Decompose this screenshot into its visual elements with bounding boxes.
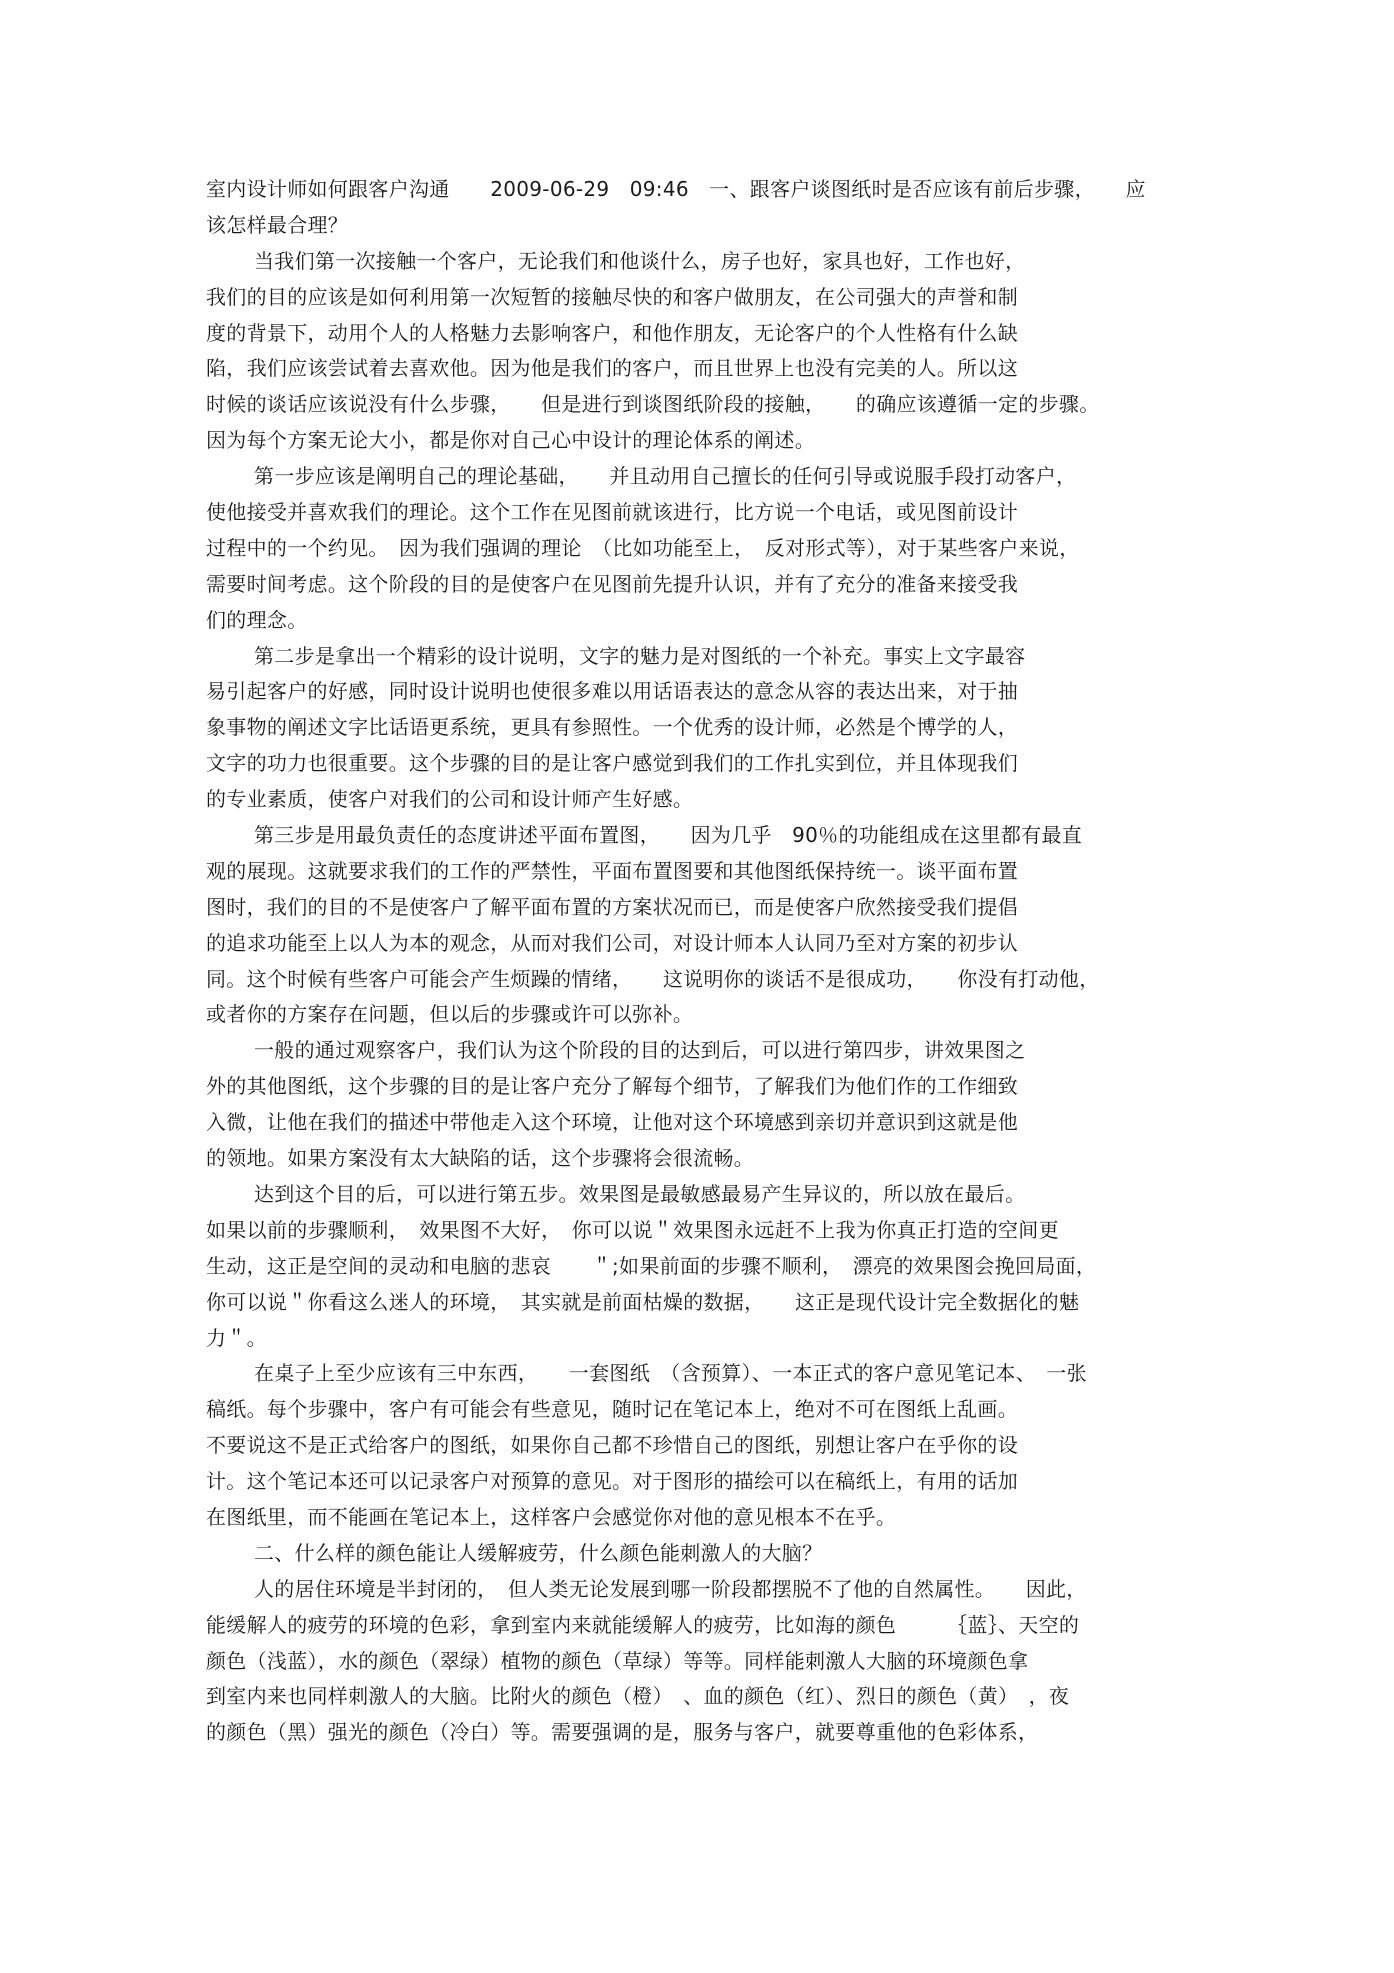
text-line: 使他接受并喜欢我们的理论。这个工作在见图前就该进行，比方说一个电话，或见图前设计 xyxy=(206,500,1018,525)
text-line: 的追求功能至上以人为本的观念，从而对我们公司，对设计师本人认同乃至对方案的初步认 xyxy=(206,930,1018,955)
text-line: 能缓解人的疲劳的环境的色彩，拿到室内来就能缓解人的疲劳，比如海的颜色 ｛蓝｝、天空的 xyxy=(206,1612,1080,1637)
text-line: 稿纸。每个步骤中，客户有可能会有些意见，随时记在笔记本上，绝对不可在图纸上乱画。 xyxy=(206,1397,1018,1422)
text-line: 的领地。如果方案没有太大缺陷的话，这个步骤将会很流畅。 xyxy=(206,1146,755,1171)
document-body xyxy=(206,172,1198,1751)
text-line: 时候的谈话应该说没有什么步骤， 但是进行到谈图纸阶段的接触， 的确应该遵循一定的步骤。 xyxy=(206,392,1100,417)
text-line: 室内设计师如何跟客户沟通 2009-06-29 09:46 一、跟客户谈图纸时是否应该有前后步骤， 应 xyxy=(206,177,1146,201)
text-line: 图时，我们的目的不是使客户了解平面布置的方案状况而已，而是使客户欣然接受我们提倡 xyxy=(206,894,1018,919)
text-line: 象事物的阐述文字比话语更系统，更具有参照性。一个优秀的设计师，必然是个博学的人， xyxy=(206,715,1018,740)
text-line: 的颜色（黑）强光的颜色（冷白）等。需要强调的是，服务与客户，就要尊重他的色彩体系， xyxy=(206,1720,1039,1745)
text-line: 人的居住环境是半封闭的， 但人类无论发展到哪一阶段都摆脱不了他的自然属性。 因此， xyxy=(254,1576,1087,1601)
text-line: 第三步是用最负责任的态度讲述平面布置图， 因为几乎 90％的功能组成在这里都有最直 xyxy=(254,823,1083,848)
text-line: 文字的功力也很重要。这个步骤的目的是让客户感觉到我们的工作扎实到位，并且体现我们 xyxy=(206,751,1018,776)
text-line: 同。这个时候有些客户可能会产生烦躁的情绪， 这说明你的谈话不是很成功， 你没有打动他， xyxy=(206,966,1100,991)
text-line: 度的背景下，动用个人的人格魅力去影响客户，和他作朋友，无论客户的个人性格有什么缺 xyxy=(206,320,1018,345)
text-line: 计。这个笔记本还可以记录客户对预算的意见。对于图形的描绘可以在稿纸上，有用的话加 xyxy=(206,1469,1018,1494)
text-line: 生动，这正是空间的灵动和电脑的悲哀 ＂;如果前面的步骤不顺利， 漂亮的效果图会挽回局面， xyxy=(206,1253,1097,1278)
text-line: 易引起客户的好感，同时设计说明也使很多难以用话语表达的意念从容的表达出来，对于抽 xyxy=(206,679,1018,704)
text-line: 需要时间考虑。这个阶段的目的是使客户在见图前先提升认识，并有了充分的准备来接受我 xyxy=(206,571,1018,596)
text-line: 或者你的方案存在问题，但以后的步骤或许可以弥补。 xyxy=(206,1002,694,1027)
text-line: 过程中的一个约见。 因为我们强调的理论 （比如功能至上， 反对形式等），对于某些客户来说， xyxy=(206,535,1080,560)
text-line: 你可以说＂你看这么迷人的环境， 其实就是前面枯燥的数据， 这正是现代设计完全数据化的魅 xyxy=(206,1289,1080,1314)
text-line: 该怎样最合理？ xyxy=(206,212,349,237)
text-line: 力＂。 xyxy=(206,1325,267,1350)
text-line: 观的展现。这就要求我们的工作的严禁性，平面布置图要和其他图纸保持统一。谈平面布置 xyxy=(206,858,1018,883)
text-line: 如果以前的步骤顺利， 效果图不大好， 你可以说＂效果图永远赶不上我为你真正打造的空间更 xyxy=(206,1217,1059,1242)
text-line: 们的理念。 xyxy=(206,607,308,632)
text-line: 第一步应该是阐明自己的理论基础， 并且动用自己擅长的任何引导或说服手段打动客户， xyxy=(254,464,1077,489)
text-line: 达到这个目的后，可以进行第五步。效果图是最敏感最易产生异议的，所以放在最后。 xyxy=(254,1181,1026,1206)
text-line: 外的其他图纸，这个步骤的目的是让客户充分了解每个细节，了解我们为他们作的工作细致 xyxy=(206,1074,1018,1099)
text-line: 不要说这不是正式给客户的图纸，如果你自己都不珍惜自己的图纸，别想让客户在乎你的设 xyxy=(206,1433,1018,1458)
text-line: 第二步是拿出一个精彩的设计说明，文字的魅力是对图纸的一个补充。事实上文字最容 xyxy=(254,643,1026,668)
text-line: 到室内来也同样刺激人的大脑。比附火的颜色（橙） 、血的颜色（红）、烈日的颜色（黄） ，夜 xyxy=(206,1684,1070,1709)
text-line: 二、什么样的颜色能让人缓解疲劳，什么颜色能刺激人的大脑？ xyxy=(254,1540,823,1565)
text-line: 我们的目的应该是如何利用第一次短暂的接触尽快的和客户做朋友，在公司强大的声誉和制 xyxy=(206,284,1018,309)
text-line: 因为每个方案无论大小，都是你对自己心中设计的理论体系的阐述。 xyxy=(206,428,815,453)
text-line: 颜色（浅蓝），水的颜色（翠绿）植物的颜色（草绿）等等。同样能刺激人大脑的环境颜色拿 xyxy=(206,1648,1029,1673)
text-line: 陷，我们应该尝试着去喜欢他。因为他是我们的客户，而且世界上也没有完美的人。所以这 xyxy=(206,356,1018,381)
text-line: 的专业素质，使客户对我们的公司和设计师产生好感。 xyxy=(206,787,694,812)
text-line: 在桌子上至少应该有三中东西， 一套图纸 （含预算）、一本正式的客户意见笔记本、 一张 xyxy=(254,1361,1087,1386)
text-line: 当我们第一次接触一个客户，无论我们和他谈什么，房子也好，家具也好，工作也好， xyxy=(254,248,1026,273)
text-line: 在图纸里，而不能画在笔记本上，这样客户会感觉你对他的意见根本不在乎。 xyxy=(206,1504,897,1529)
text-line: 一般的通过观察客户，我们认为这个阶段的目的达到后，可以进行第四步，讲效果图之 xyxy=(254,1038,1026,1063)
text-line: 入微，让他在我们的描述中带他走入这个环境，让他对这个环境感到亲切并意识到这就是他 xyxy=(206,1110,1018,1135)
